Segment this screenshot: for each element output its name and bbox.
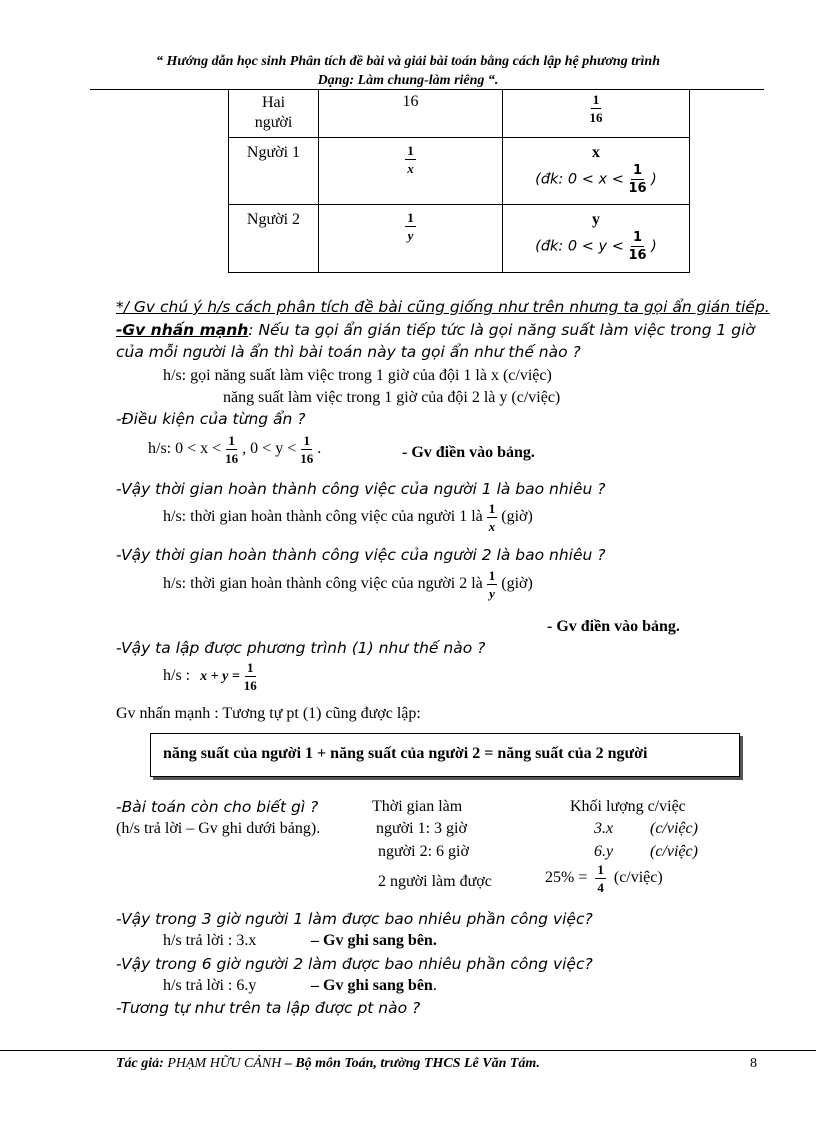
hs-condition: h/s: 0 < x < $\frac{1}{16}$ , 0 < y < $\frac{1}{16}$ . — [148, 433, 322, 466]
question-more: -Bài toán còn cho biết gì ? — [116, 798, 319, 816]
fraction: $\frac{1}{16}$ — [628, 163, 647, 196]
gv-p1: – Gv ghi sang bên. — [311, 932, 437, 949]
question-time-1: -Vậy thời gian hoàn thành công việc của người 1 là bao nhiêu ? — [116, 480, 606, 498]
hs-answer-1b: năng suất làm việc trong 1 giờ của đội 2 là y (c/việc) — [223, 389, 561, 406]
hs-answer-1: h/s: gọi năng suất làm việc trong 1 giờ của đội 1 là x (c/việc) — [163, 367, 552, 384]
emphasis-line: -Gv nhấn mạnh: Nếu ta gọi ẩn gián tiếp tức là gọi năng suất làm việc trong 1 giờ — [116, 321, 755, 339]
key-relation-box: năng suất của người 1 + năng suất của người 2 = năng suất của 2 người — [150, 733, 740, 777]
fraction: $\frac{1}{16}$ — [589, 92, 603, 125]
table-row — [229, 138, 690, 205]
table-row — [229, 205, 690, 273]
question-equation: -Vậy ta lập được phương trình (1) như thế nào ? — [116, 639, 486, 657]
table-cell-rate: x (đk: 0 < x < $\frac{1}{16}$ ) — [503, 138, 690, 205]
table-cell-time: 16 — [319, 90, 503, 138]
emphasis-line-2: của mỗi người là ẩn thì bài toán này ta gọi ẩn như thế nào ? — [116, 343, 581, 361]
fraction: $\frac{1}{16}$ — [300, 433, 314, 466]
gv-p2: – Gv ghi sang bên. — [311, 977, 437, 994]
fraction: $\frac{1}{y}$ — [407, 210, 414, 243]
col-work-header: Khối lượng c/việc — [570, 798, 686, 815]
gv-emphasis-2: Gv nhấn mạnh : Tương tự pt (1) cũng được lập: — [116, 705, 421, 722]
p2-work: 6.y — [594, 843, 614, 860]
table-cell-label: Hai người — [229, 90, 319, 138]
p2-time: người 2: 6 giờ — [378, 843, 469, 860]
question-p1: -Vậy trong 3 giờ người 1 làm được bao nhiêu phần công việc? — [116, 910, 593, 928]
fraction: $\frac{1}{16}$ — [243, 660, 257, 693]
fraction: $\frac{1}{x}$ — [407, 143, 414, 176]
fraction: $\frac{1}{4}$ — [597, 862, 604, 895]
p1-unit: (c/việc) — [650, 820, 698, 837]
footer-author: Tác giả: PHẠM HỮU CẢNH – Bộ môn Toán, trường THCS Lê Văn Tám. — [116, 1056, 540, 1071]
hs-p1: h/s trả lời : 3.x — [163, 932, 257, 949]
gv-fill-note: - Gv điền vào bảng. — [402, 444, 535, 461]
table-cell-time — [319, 138, 503, 205]
p1-work: 3.x — [594, 820, 614, 837]
header-line-2: Dạng: Làm chung-làm riêng “. — [317, 73, 499, 88]
fraction: $\frac{1}{x}$ — [488, 501, 496, 534]
fraction: $\frac{1}{16}$ — [225, 433, 239, 466]
question-condition: -Điều kiện của từng ẩn ? — [116, 410, 306, 428]
table-row — [229, 90, 690, 138]
table-cell-time — [319, 205, 503, 273]
hs-p2: h/s trả lời : 6.y — [163, 977, 257, 994]
gv-fill-note-2: - Gv điền vào bảng. — [547, 618, 680, 635]
fraction: $\frac{1}{16}$ — [628, 230, 647, 263]
p2-unit: (c/việc) — [650, 843, 698, 860]
fraction: $\frac{1}{y}$ — [488, 568, 496, 601]
both-work: 25% = $\frac{1}{4}$ (c/việc) — [545, 862, 663, 895]
work-table — [228, 89, 690, 273]
hs-time-2: h/s: thời gian hoàn thành công việc của người 2 là $\frac{1}{y}$ (giờ) — [163, 568, 533, 601]
table-cell-label: Người 1 — [229, 138, 319, 205]
hs-equation: h/s : x + y = $\frac{1}{16}$ — [163, 660, 257, 693]
p1-time: người 1: 3 giờ — [376, 820, 467, 837]
table-cell-label: Người 2 — [229, 205, 319, 273]
hs-time-1: h/s: thời gian hoàn thành công việc của người 1 là $\frac{1}{x}$ (giờ) — [163, 501, 533, 534]
both-time: 2 người làm được — [378, 873, 492, 890]
footer-rule — [0, 1050, 816, 1051]
table-cell-rate: y (đk: 0 < y < $\frac{1}{16}$ ) — [503, 205, 690, 273]
page-number: 8 — [750, 1056, 757, 1071]
col-time-header: Thời gian làm — [372, 798, 463, 815]
question-p2: -Vậy trong 6 giờ người 2 làm được bao nhiêu phần công việc? — [116, 955, 593, 973]
header-line-1: “ Hướng dẫn học sinh Phân tích đề bài và giải bài toán bằng cách lập hệ phương trình — [156, 54, 660, 69]
question-time-2: -Vậy thời gian hoàn thành công việc của người 2 là bao nhiêu ? — [116, 546, 606, 564]
table-cell-rate — [503, 90, 690, 138]
question-last: -Tương tự như trên ta lập được pt nào ? — [116, 999, 421, 1017]
hs-more: (h/s trả lời – Gv ghi dưới bảng). — [116, 820, 321, 837]
note-line: */ Gv chú ý h/s cách phân tích đề bài cũng giống như trên nhưng ta gọi ẩn gián tiếp. — [116, 298, 770, 316]
